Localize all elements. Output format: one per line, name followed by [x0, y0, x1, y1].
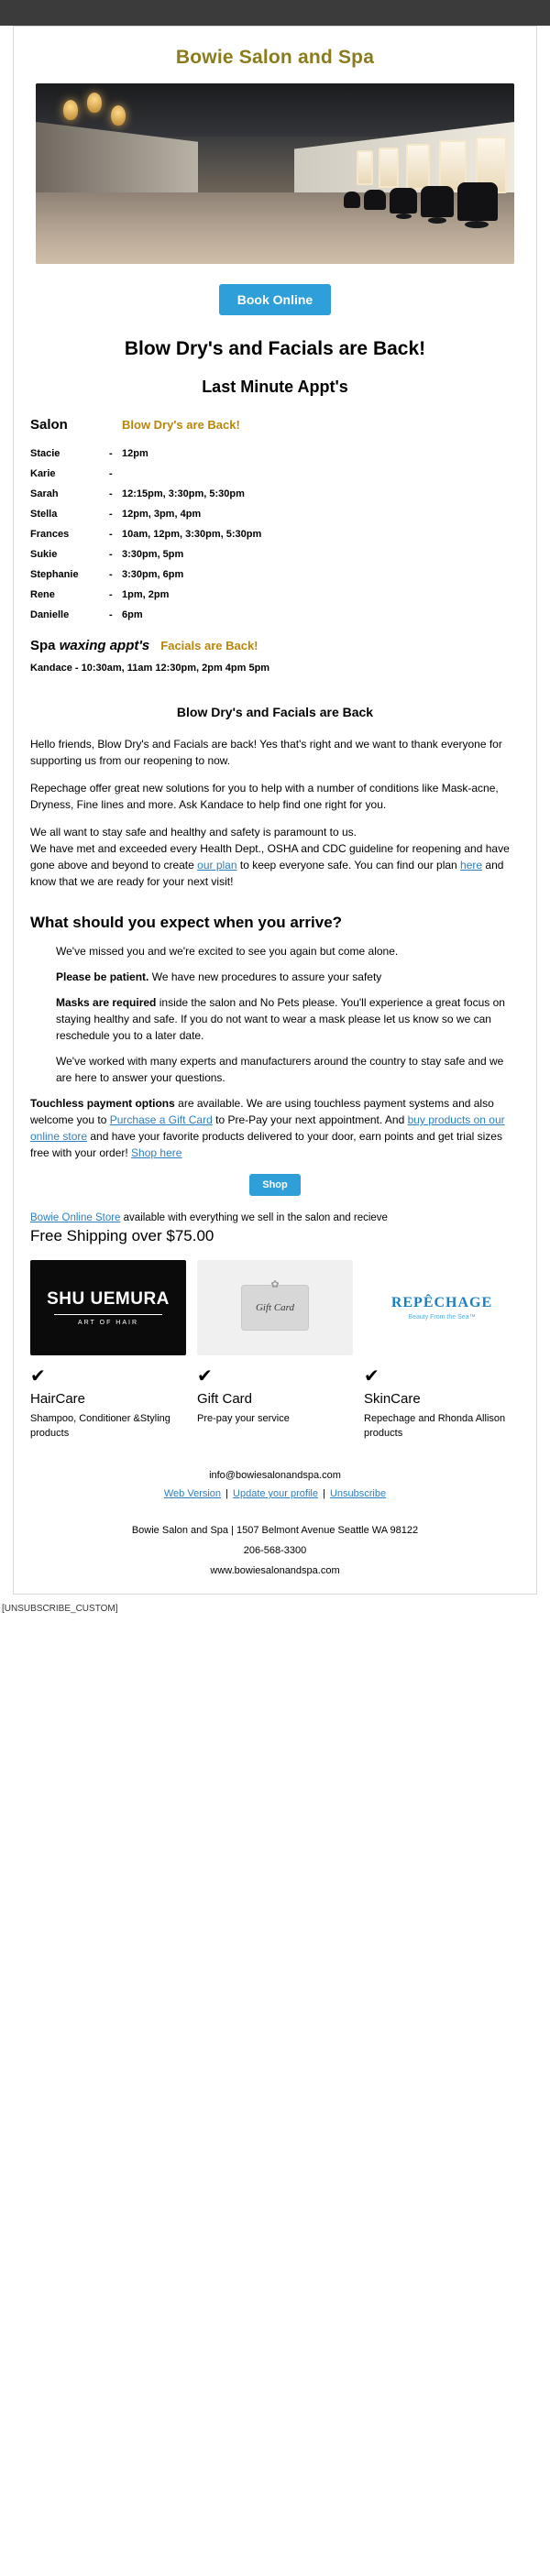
ribbon-icon: ✿ [270, 1279, 280, 1291]
table-row [30, 464, 520, 484]
bowie-online-store-link[interactable]: Bowie Online Store [30, 1212, 121, 1224]
stylist-times: 6pm [122, 609, 143, 621]
row-dash: - [109, 488, 113, 500]
email-page [0, 26, 550, 1619]
expect-line-1: We've missed you and we're excited to see you again but come alone. [56, 945, 399, 959]
stylist-name: Rene [30, 589, 55, 601]
headline-primary: Blow Dry's and Facials are Back! [124, 338, 426, 359]
table-row [30, 444, 520, 464]
expect-list [14, 943, 536, 1086]
stylist-times: 12pm, 3pm, 4pm [122, 509, 202, 521]
stylist-times: 10am, 12pm, 3:30pm, 5:30pm [122, 529, 262, 541]
card-gift-card[interactable] [197, 1260, 353, 1441]
card-title: Gift Card [197, 1391, 253, 1408]
stylist-name: Karie [30, 468, 56, 480]
appointment-schedule [14, 402, 536, 674]
card-skincare[interactable] [364, 1260, 520, 1441]
check-icon: ✔ [364, 1366, 380, 1387]
expect-line-2: Please be patient. We have new procedures to assure your safety [56, 970, 382, 984]
facials-banner: Facials are Back! [160, 639, 258, 653]
shop-button-row [14, 1161, 536, 1207]
gift-card-image: ✿ Gift Card [197, 1260, 353, 1355]
purchase-gift-card-link[interactable]: Purchase a Gift Card [109, 1113, 213, 1127]
footer-phone: 206-568-3300 [243, 1544, 307, 1556]
stylist-name: Sukie [30, 549, 58, 561]
repechage-logo: REPÊCHAGE Beauty From the Sea™ [364, 1260, 520, 1355]
shop-here-link[interactable]: Shop here [131, 1146, 182, 1160]
unsubscribe-custom-token: [UNSUBSCRIBE_CUSTOM] [2, 1603, 118, 1614]
row-dash: - [109, 589, 113, 601]
expect-line-3: Masks are required inside the salon and No Pets please. You'll experience a great focus on staying healthy and safe. If you do not want to wear a mask please let us know so we can reschedule you to a later date. [56, 996, 505, 1043]
store-line: Bowie Online Store available with everything we sell in the salon and recieve [30, 1212, 388, 1224]
table-row [30, 524, 520, 544]
salon-interior-photo [36, 83, 514, 264]
card-haircare[interactable] [30, 1260, 186, 1441]
table-row [30, 565, 520, 585]
row-dash: - [109, 569, 113, 581]
stylist-times-table [30, 444, 520, 625]
check-icon: ✔ [197, 1366, 213, 1387]
card-description: Repechage and Rhonda Allison products [364, 1413, 506, 1440]
row-dash: - [109, 509, 113, 521]
intro-paragraph-1: Hello friends, Blow Dry's and Facials are back! Yes that's right and we want to thank everyone for supporting us from our reopening to now. [30, 738, 502, 768]
table-row [30, 504, 520, 524]
row-dash: - [109, 609, 113, 621]
browser-top-bar [0, 0, 550, 26]
email-frame [13, 26, 537, 1595]
email-footer [14, 1441, 536, 1581]
stylist-name: Stella [30, 509, 58, 521]
free-shipping-text: Free Shipping over $75.00 [30, 1227, 214, 1245]
online-store-link[interactable]: buy products on our online store [30, 1113, 505, 1144]
stylist-times: 3:30pm, 6pm [122, 569, 184, 581]
shop-button[interactable]: Shop [249, 1174, 301, 1196]
hero-image-wrap [14, 83, 536, 264]
check-icon: ✔ [30, 1366, 46, 1387]
card-description: Pre-pay your service [197, 1413, 290, 1425]
row-dash: - [109, 529, 113, 541]
stylist-name: Stacie [30, 448, 60, 460]
stylist-name: Frances [30, 529, 70, 541]
update-profile-link[interactable]: Update your profile [233, 1487, 318, 1499]
footer-links: Web Version | Update your profile | Unsubscribe [163, 1487, 387, 1499]
stylist-times: 1pm, 2pm [122, 589, 170, 601]
table-row [30, 585, 520, 605]
card-description: Shampoo, Conditioner &Styling products [30, 1413, 170, 1440]
table-row [30, 484, 520, 504]
stylist-times: 3:30pm, 5pm [122, 549, 184, 561]
card-title: SkinCare [364, 1391, 421, 1408]
card-title: HairCare [30, 1391, 86, 1408]
stylist-name: Stephanie [30, 569, 79, 581]
intro-copy [14, 736, 536, 890]
product-cards [14, 1245, 536, 1441]
book-online-button[interactable]: Book Online [219, 284, 331, 315]
headline-secondary: Last Minute Appt's [202, 378, 348, 397]
row-dash: - [109, 468, 113, 480]
expect-line-4: We've worked with many experts and manufacturers around the country to stay safe and we are here to answer your questions. [56, 1055, 504, 1085]
intro-paragraph-3: We all want to stay safe and healthy and safety is paramount to us. We have met and exceeded every Health Dept., OSHA and CDC guideline for reopening and have gone above and beyond to create our plan to keep everyone safe. You can find our plan here and know that we are ready for your next visit! [30, 826, 510, 889]
footer-email: info@bowiesalonandspa.com [209, 1470, 341, 1482]
spa-label: Spa waxing appt's [30, 638, 150, 654]
stylist-times: 12pm [122, 448, 148, 460]
stylist-name: Sarah [30, 488, 59, 500]
section-title-intro: Blow Dry's and Facials are Back [176, 705, 374, 720]
shu-uemura-logo: SHU UEMURA ART OF HAIR [30, 1260, 186, 1355]
page-title: Bowie Salon and Spa [175, 47, 375, 68]
touchless-payment-copy: Touchless payment options are available. We are using touchless payment systems and also welcome you to Purchase a Gift Card to Pre-Pay your next appointment. And buy products on our online store and have your favorite products delivered to your door, earn points and get trial sizes free with your order! Shop here [30, 1097, 505, 1160]
web-version-link[interactable]: Web Version [163, 1487, 222, 1499]
our-plan-link[interactable]: our plan [197, 859, 237, 872]
spa-times-row: Kandace - 10:30am, 11am 12:30pm, 2pm 4pm 5pm [30, 663, 270, 674]
stylist-times [122, 464, 520, 484]
table-row [30, 605, 520, 625]
schedule-salon-label: Salon [30, 417, 68, 433]
row-dash: - [109, 448, 113, 460]
book-online-row [14, 264, 536, 319]
row-dash: - [109, 549, 113, 561]
intro-paragraph-2: Repechage offer great new solutions for you to help with a number of conditions like Mask-acne, Dryness, Fine lines and more. Ask Kandace to help find one right for you. [30, 782, 499, 812]
footer-address: Bowie Salon and Spa | 1507 Belmont Avenue Seattle WA 98122 [131, 1524, 419, 1536]
stylist-name: Danielle [30, 609, 70, 621]
stylist-times: 12:15pm, 3:30pm, 5:30pm [122, 488, 245, 500]
expect-heading: What should you expect when you arrive? [30, 914, 343, 932]
footer-website: www.bowiesalonandspa.com [210, 1564, 340, 1576]
table-row [30, 544, 520, 565]
schedule-blowdry-banner: Blow Dry's are Back! [122, 418, 240, 433]
unsubscribe-link[interactable]: Unsubscribe [329, 1487, 387, 1499]
here-link[interactable]: here [460, 859, 483, 872]
